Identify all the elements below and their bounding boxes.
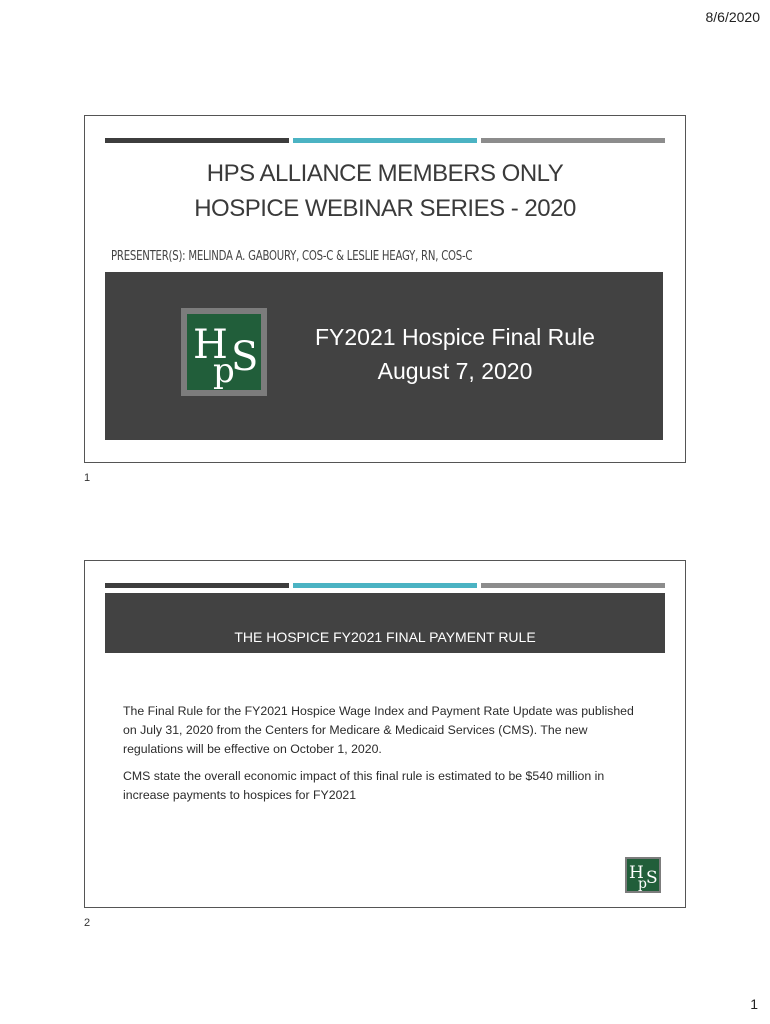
- accent-bar-gray: [481, 583, 665, 588]
- hps-logo-small-icon: [627, 859, 659, 891]
- accent-bar-dark: [105, 583, 289, 588]
- accent-bar-dark: [105, 138, 289, 143]
- accent-bars: [105, 583, 665, 588]
- title-band: [105, 593, 665, 653]
- svg-text:H: H: [193, 322, 228, 368]
- slide-body: [123, 702, 643, 813]
- svg-text:H: H: [629, 863, 644, 883]
- slide-title-line-2: HOSPICE WEBINAR SERIES - 2020: [194, 195, 576, 222]
- svg-text:p: p: [213, 351, 235, 390]
- svg-text:S: S: [646, 868, 658, 888]
- panel-heading-line-1: FY2021 Hospice Final Rule: [315, 324, 595, 350]
- slide-title-line-1: HPS ALLIANCE MEMBERS ONLY: [206, 160, 564, 187]
- accent-bar-gray: [481, 138, 665, 143]
- body-paragraph-2: CMS state the overall economic impact of this final rule is estimated to be $540 million in increase payments to hospices for FY2021: [123, 769, 605, 802]
- slide-number-1: 1: [84, 472, 91, 484]
- svg-text:S: S: [231, 334, 259, 380]
- hps-logo-small: [625, 857, 661, 893]
- slide-title: THE HOSPICE FY2021 FINAL PAYMENT RULE: [234, 629, 536, 645]
- accent-bar-teal: [293, 583, 477, 588]
- hps-logo-icon: [187, 314, 261, 390]
- slide-2: [84, 560, 686, 908]
- title-panel: [105, 272, 663, 440]
- hps-logo: [181, 308, 267, 396]
- accent-bars: [105, 138, 665, 143]
- panel-heading-line-2: August 7, 2020: [377, 358, 533, 384]
- print-date: 8/6/2020: [705, 9, 760, 25]
- body-paragraph-1: The Final Rule for the FY2021 Hospice Wage Index and Payment Rate Update was published on July 31, 2020 from the Centers for Medicare & Medicaid Services (CMS). The new regulations will be effective on October 1, 2020.: [123, 704, 634, 756]
- slide-number-2: 2: [84, 917, 91, 929]
- panel-heading: [285, 320, 625, 388]
- presenter-line: PRESENTER(S): MELINDA A. GABOURY, COS-C & LESLIE HEAGY, RN, COS-C: [111, 249, 473, 264]
- accent-bar-teal: [293, 138, 477, 143]
- slide-1: [84, 115, 686, 463]
- svg-text:p: p: [638, 876, 647, 891]
- page-number: 1: [750, 996, 758, 1012]
- slide-title: [85, 156, 685, 226]
